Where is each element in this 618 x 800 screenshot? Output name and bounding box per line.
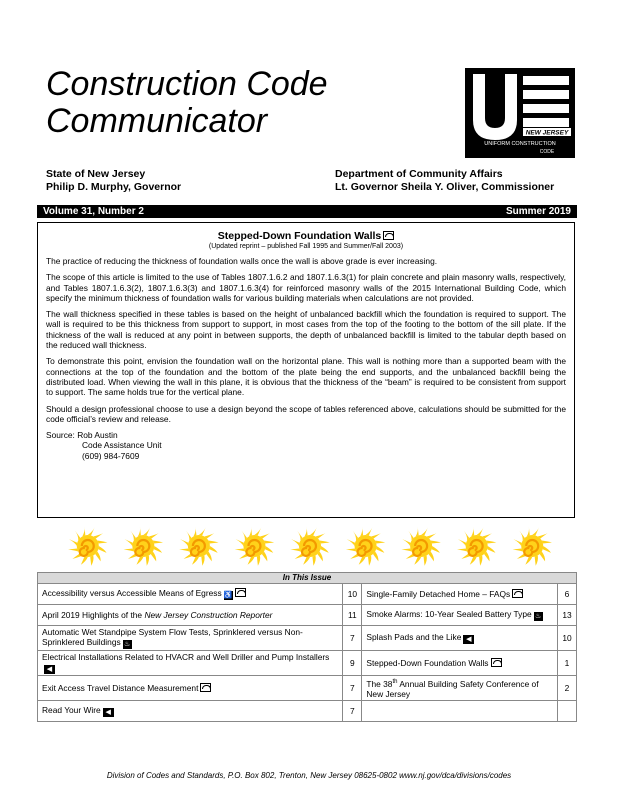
sun-icon [124, 526, 163, 565]
toc-page-number: 10 [558, 626, 577, 651]
toc-header-row [38, 573, 577, 584]
sun-divider [60, 524, 560, 568]
source-author: Source: Rob Austin [46, 430, 118, 441]
article-title-row [46, 230, 566, 242]
toc-item-title: Accessibility versus Accessible Means of Egress [42, 588, 222, 598]
house-icon [491, 658, 502, 667]
sun-icon [401, 526, 440, 565]
toc-item[interactable] [38, 676, 343, 701]
governor-name: Philip D. Murphy, Governor [46, 181, 182, 193]
toc-item[interactable] [38, 626, 343, 651]
wheelchair-icon: ♿ [223, 592, 233, 599]
toc-row [38, 584, 577, 605]
toc-page-number: 6 [558, 584, 577, 605]
source-phone: (609) 984-7609 [82, 450, 140, 461]
toc-heading: In This Issue [38, 573, 577, 584]
arrow-icon: ◀ [463, 635, 474, 644]
arrow-icon: ◀ [44, 665, 55, 674]
article-source [46, 430, 566, 461]
newsletter-title [46, 66, 446, 140]
sun-icon [68, 526, 107, 565]
toc-page-number: 11 [343, 605, 362, 626]
toc-item[interactable] [38, 651, 343, 676]
toc-page-number: 9 [343, 651, 362, 676]
article-paragraph-4: To demonstrate this point, envision the foundation wall on the horizontal plane. This wall is nothing more than a supported beam with the connections at the top of the foundation and the bottom of the plate being the end supports, and the unbalanced backfill being the distributed load. When viewing the wall in this plane, it is obvious that the thickness of the “beam” is required to be consistent from support to support. The same holds true for the vertical plane. [46, 356, 566, 398]
uniform-construction-code-logo [465, 68, 575, 158]
issue-season: Summer 2019 [505, 206, 571, 217]
toc-item-title: Splash Pads and the Like [366, 632, 462, 642]
toc-item-superscript: th [392, 679, 398, 685]
logo-text-uniform: UNIFORM CONSTRUCTION [484, 141, 556, 147]
article-paragraph-5: Should a design professional choose to use a design beyond the scope of tables referenced above, calculations should be submitted for the code official’s review and release. [46, 403, 566, 424]
toc-item-title: Electrical Installations Related to HVACR and Well Driller and Pump Installers [42, 652, 330, 662]
toc-item[interactable] [362, 626, 558, 651]
house-icon [200, 683, 211, 692]
toc-item-title: Automatic Wet Standpipe System Flow Tests, Sprinklered versus Non-Sprinklered Buildings [42, 627, 303, 647]
toc-item-title: Smoke Alarms: 10-Year Sealed Battery Type [366, 609, 532, 619]
toc-item[interactable] [38, 605, 343, 626]
article-subtitle: (Updated reprint – published Fall 1995 and Summer/Fall 2003) [208, 243, 404, 250]
toc-item[interactable] [38, 700, 343, 721]
toc-empty-cell [558, 700, 577, 721]
toc-row [38, 605, 577, 626]
logo-text-new-jersey: NEW JERSEY [525, 129, 569, 137]
toc-row [38, 700, 577, 721]
toc-page-number: 7 [343, 626, 362, 651]
toc-item-title: Single-Family Detached Home – FAQs [366, 589, 511, 599]
toc-page-number: 7 [343, 700, 362, 721]
toc-page-number: 10 [343, 584, 362, 605]
house-icon [512, 589, 523, 598]
in-this-issue-table [37, 572, 577, 722]
house-icon [383, 231, 394, 240]
toc-page-number: 1 [558, 651, 577, 676]
fire-icon: ♨ [535, 613, 542, 620]
featured-article [37, 222, 575, 518]
article-paragraph-2: The scope of this article is limited to the use of Tables 1807.1.6.2 and 1807.1.6.3(1) for plain concrete and plain masonry walls, respectively, and Tables 1807.1.6.3(2), 1807.1.6.3(3) and 1807.1.6.3(4) for reinforced masonry walls of the 2015 International Building Code, which specify the minimum thickness of foundation walls for various building materials when calculations are not provided. [46, 272, 566, 303]
toc-item-title: Exit Access Travel Distance Measurement [42, 682, 199, 693]
toc-item[interactable] [362, 676, 558, 701]
department-info [335, 168, 554, 194]
toc-page-number: 13 [558, 605, 577, 626]
department-name: Department of Community Affairs [335, 168, 503, 180]
toc-row [38, 651, 577, 676]
toc-item[interactable] [38, 584, 343, 605]
sun-icon [346, 526, 385, 565]
toc-item[interactable] [362, 605, 558, 626]
state-name: State of New Jersey [46, 168, 146, 180]
toc-item-title: April 2019 Highlights of the [42, 610, 145, 620]
state-info [46, 168, 181, 194]
article-paragraph-1: The practice of reducing the thickness of foundation walls once the wall is above grade is ever increasing. [46, 256, 438, 266]
ucc-logo-graphic [465, 68, 575, 158]
toc-item-title-rest: Annual Building Safety Conference of New Jersey [366, 678, 539, 699]
toc-item-title: The 38 [366, 678, 393, 689]
sun-icon [290, 526, 329, 565]
article-paragraph-3: The wall thickness specified in these tables is based on the height of unbalanced backfill which the foundation is required to support. The wall is required to be this thickness from support to support, in most cases from the top of the footing to the bottom of the sill plate. If the thickness of the wall is reduced at any point in between supports, the depth of unbalanced backfill is limited to the tabular depth based on the reduced wall thickness. [46, 309, 566, 351]
sun-icon [179, 526, 218, 565]
volume-number: Volume 31, Number 2 [43, 206, 144, 217]
logo-text-code: CODE [539, 149, 555, 155]
toc-item-title: Read Your Wire [42, 704, 101, 715]
volume-bar [37, 205, 577, 218]
toc-empty-cell [362, 700, 558, 721]
toc-page-number: 7 [343, 676, 362, 701]
sun-icon [235, 526, 274, 565]
toc-item-title: Stepped-Down Foundation Walls [366, 658, 489, 668]
sun-icon [457, 526, 496, 565]
toc-page-number: 2 [558, 676, 577, 701]
toc-item[interactable] [362, 584, 558, 605]
house-icon [235, 588, 246, 597]
footer-address: Division of Codes and Standards, P.O. Box 802, Trenton, New Jersey 08625-0802 www.nj.gov/dca/divisions/codes [106, 771, 512, 780]
commissioner-name: Lt. Governor Sheila Y. Oliver, Commissioner [335, 181, 555, 193]
fire-icon: ♨ [124, 641, 131, 648]
toc-item[interactable] [362, 651, 558, 676]
toc-row [38, 676, 577, 701]
sun-icon [513, 526, 552, 565]
arrow-icon: ◀ [103, 708, 114, 717]
title-line-2: Communicator [46, 102, 268, 140]
source-unit: Code Assistance Unit [82, 440, 162, 451]
toc-row [38, 626, 577, 651]
title-line-1: Construction Code [46, 65, 328, 103]
article-title: Stepped-Down Foundation Walls [217, 230, 382, 242]
toc-item-title-italic: New Jersey Construction Reporter [144, 610, 273, 620]
